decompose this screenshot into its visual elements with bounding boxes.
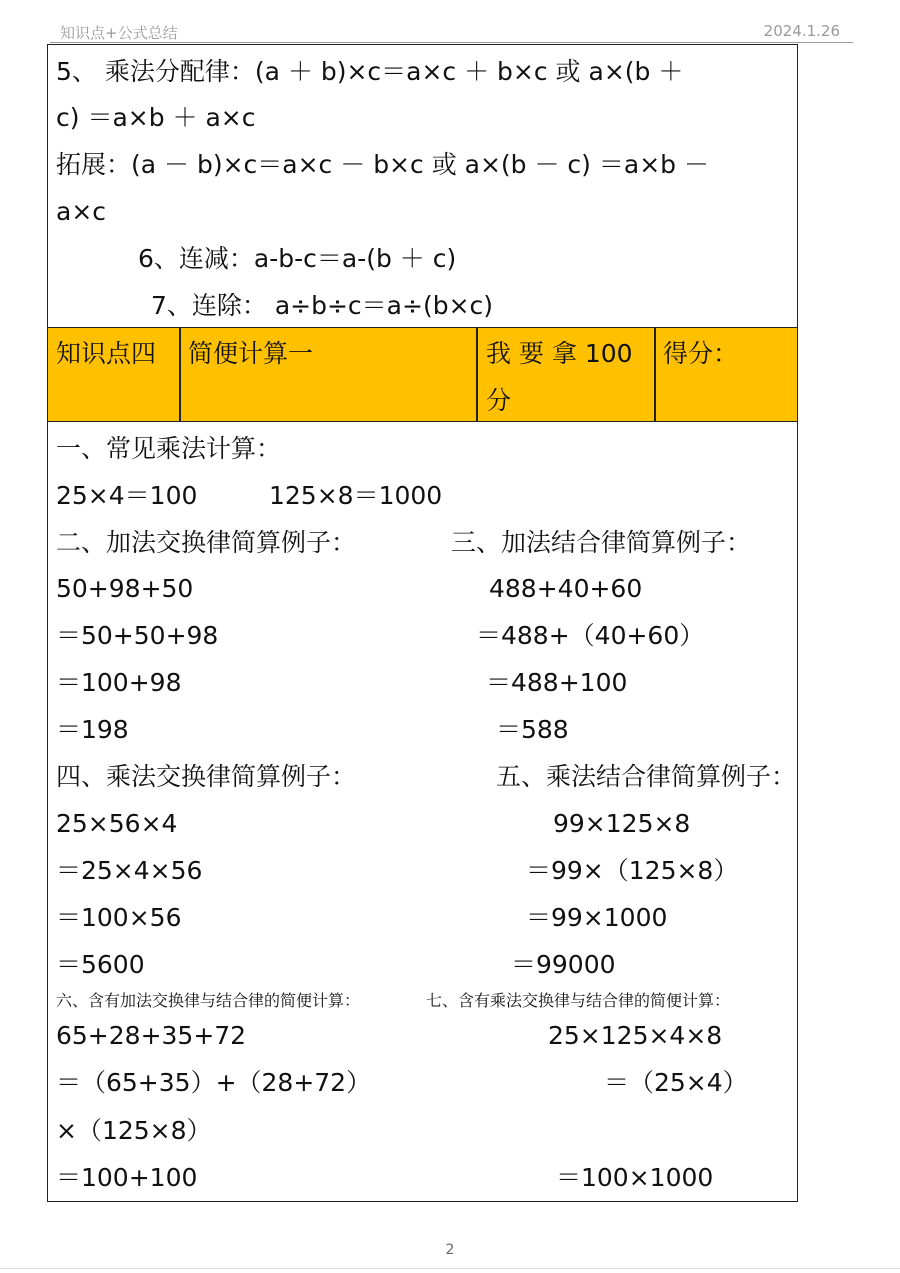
band-topic: 简便计算一: [188, 339, 314, 368]
band-divider: [179, 328, 181, 421]
section-header-band: [48, 327, 797, 422]
mul-assoc-step1: 99×125×8: [553, 809, 691, 838]
content-box: [47, 44, 798, 1202]
add-assoc-step4: ＝588: [496, 715, 569, 744]
mul-comm-step4: ＝5600: [56, 950, 145, 979]
section-common-multiplication: 一、常见乘法计算：: [56, 434, 282, 463]
header-rule: [50, 42, 853, 43]
mul-comm-step1: 25×56×4: [56, 809, 178, 838]
band-divider: [654, 328, 656, 421]
section-multiplication-commutative: 四、乘法交换律简算例子：: [56, 762, 357, 791]
law-distributive-line2: c) ＝a×b ＋ a×c: [56, 103, 256, 132]
add-combined-step2: ＝（65+35）+（28+72）: [56, 1068, 372, 1097]
mul-assoc-step2: ＝99×（125×8）: [526, 856, 739, 885]
add-comm-step2: ＝50+50+98: [56, 621, 219, 650]
add-comm-step1: 50+98+50: [56, 574, 194, 603]
law-consecutive-divide: 7、连除： a÷b÷c＝a÷(b×c): [151, 291, 494, 320]
law-extension-line1: 拓展：(a － b)×c＝a×c － b×c 或 a×(b － c) ＝a×b －: [56, 150, 709, 179]
law-consecutive-subtract: 6、连减：a-b-c＝a-(b ＋ c): [138, 244, 457, 273]
band-goal-line2: 分: [486, 386, 512, 415]
section-multiplication-associative: 五、乘法结合律简算例子：: [496, 762, 797, 791]
mul-combined-step1: 25×125×4×8: [548, 1021, 723, 1050]
section-addition-commutative: 二、加法交换律简算例子：: [56, 528, 357, 557]
law-distributive-line1: 5、 乘法分配律：(a ＋ b)×c＝a×c ＋ b×c 或 a×(b ＋: [56, 57, 684, 86]
band-goal-line1: 我 要 拿 100: [486, 339, 633, 368]
add-assoc-step3: ＝488+100: [486, 668, 628, 697]
section-multiplication-combined: 七、含有乘法交换律与结合律的简便计算：: [426, 991, 731, 1010]
law-extension-line2: a×c: [56, 197, 107, 226]
section-addition-combined: 六、含有加法交换律与结合律的简便计算：: [56, 991, 361, 1010]
add-comm-step3: ＝100+98: [56, 668, 182, 697]
band-divider: [476, 328, 478, 421]
example-25x4: 25×4＝100: [56, 481, 198, 510]
add-assoc-step1: 488+40+60: [489, 574, 643, 603]
page-edge: [0, 1268, 900, 1269]
example-125x8: 125×8＝1000: [269, 481, 443, 510]
mul-combined-step4: ＝100×1000: [556, 1163, 714, 1192]
mul-comm-step3: ＝100×56: [56, 903, 182, 932]
add-combined-step4: ＝100+100: [56, 1163, 198, 1192]
band-knowledge-point: 知识点四: [56, 339, 157, 368]
mul-comm-step2: ＝25×4×56: [56, 856, 203, 885]
section-addition-associative: 三、加法结合律简算例子：: [451, 528, 752, 557]
mul-combined-step2: ＝（25×4）: [604, 1068, 748, 1097]
mul-assoc-step3: ＝99×1000: [526, 903, 668, 932]
add-combined-step3: ×（125×8）: [56, 1116, 212, 1145]
add-combined-step1: 65+28+35+72: [56, 1021, 247, 1050]
band-score: 得分：: [663, 339, 739, 368]
header-title: 知识点+公式总结: [60, 24, 178, 42]
mul-assoc-step4: ＝99000: [511, 950, 616, 979]
header-date: 2024.1.26: [763, 22, 840, 40]
add-assoc-step2: ＝488+（40+60）: [476, 621, 705, 650]
page-number: 2: [445, 1242, 455, 1258]
add-comm-step4: ＝198: [56, 715, 129, 744]
